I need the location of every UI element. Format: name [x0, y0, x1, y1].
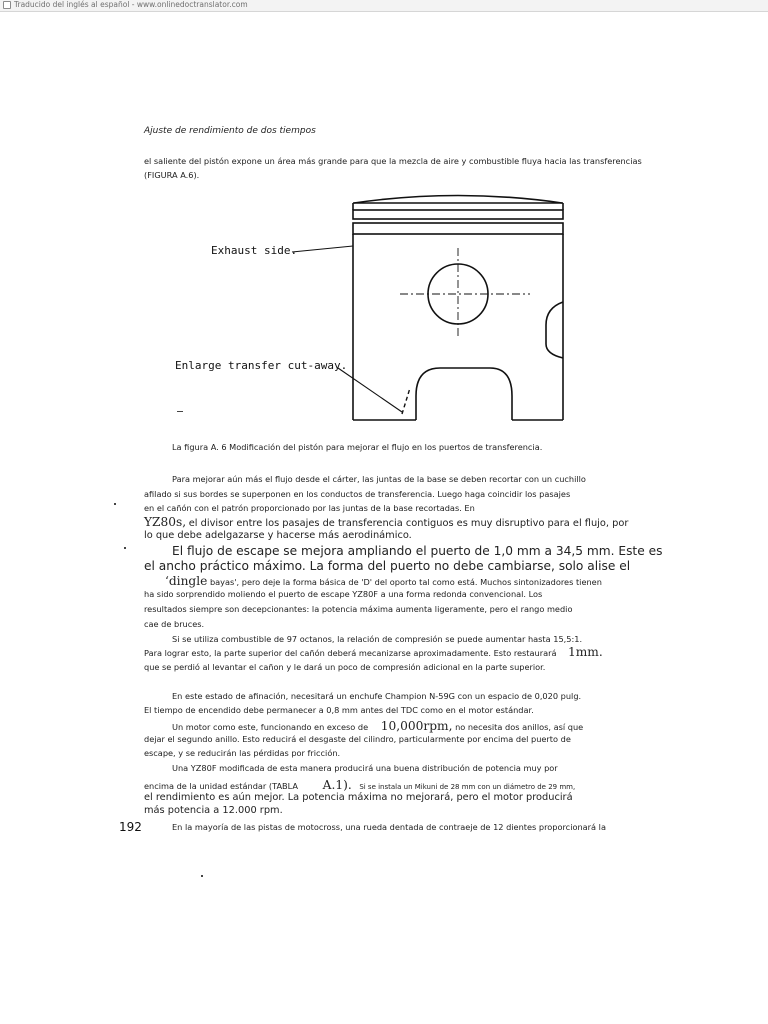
piston-crown [354, 196, 562, 204]
translation-banner [0, 0, 768, 12]
para6-table-ref: A.1). [322, 778, 352, 792]
translate-icon [3, 1, 11, 9]
para1-line-1: Para mejorar aún más el flujo desde el cárter, las juntas de la base se deben recortar con un cuchillo [172, 474, 586, 484]
para2-line-4: ha sido sorprendido moliendo el puerto de escape YZ80F a una forma redonda convencional. Los [144, 589, 543, 599]
para6-line-4: más potencia a 12.000 rpm. [144, 805, 283, 816]
para2-line-3 [165, 574, 602, 588]
banner-link[interactable]: Traducido del inglés al español - www.onlinedoctranslator.com [14, 0, 248, 9]
para6-line-2-end: Si se instala un Mikuni de 28 mm con un diámetro de 29 mm, [359, 783, 576, 791]
ring-groove-2 [353, 223, 563, 234]
para2-dingle-text: ‘dingle [165, 574, 208, 588]
para2-line-1: El flujo de escape se mejora ampliando el puerto de 1,0 mm a 34,5 mm. Este es [172, 544, 663, 558]
scan-speck [114, 503, 116, 505]
para5-line-1-end: no necesita dos anillos, así que [455, 722, 584, 732]
para1-line-4 [144, 515, 628, 530]
side-cutaway [546, 302, 563, 358]
para5-line-3: escape, y se reducirán las pérdidas por fricción. [144, 748, 341, 758]
para5-line-1-start: Un motor como este, funcionando en exceso de [172, 722, 369, 732]
skirt-cutaway [416, 368, 512, 396]
scan-speck [177, 411, 183, 412]
para5-line-2: dejar el segundo anillo. Esto reducirá el desgaste del cilindro, particularmente por encima del puerto de [144, 734, 571, 744]
para1-line-5: lo que debe adelgazarse y hacerse más aerodinámico. [144, 530, 412, 541]
running-header: Ajuste de rendimiento de dos tiempos [144, 126, 316, 136]
para5-rpm-text: 10,000rpm, [380, 719, 453, 733]
para6-line-2-start: encima de la unidad estándar (TABLA [144, 781, 299, 791]
intro-line-2: (FIGURA A.6). [144, 170, 200, 180]
para3-line-3: que se perdió al levantar el cañon y le dará un poco de compresión adicional en la parte superior. [144, 662, 546, 672]
piston-drawing [140, 190, 600, 435]
para1-model-text: YZ80s, [144, 515, 187, 529]
para5-line-1 [172, 719, 583, 733]
para6-line-3: el rendimiento es aún mejor. La potencia máxima no mejorará, pero el motor producirá [144, 792, 573, 803]
enlarged-transfer-dashes [402, 388, 410, 414]
figure-caption: La figura A. 6 Modificación del pistón para mejorar el flujo en los puertos de transferencia. [172, 442, 543, 452]
para4-line-1: En este estado de afinación, necesitará un enchufe Champion N-59G con un espacio de 0,020 pulg. [172, 691, 582, 701]
para3-measure-text: 1mm. [568, 645, 603, 659]
para4-line-2: El tiempo de encendido debe permanecer a 0,8 mm antes del TDC como en el motor estándar. [144, 705, 534, 715]
para1-line-3: en el cañón con el patrón proporcionado por las juntas de la base recortadas. En [144, 503, 475, 513]
scan-speck [201, 875, 203, 877]
para7-line-1: En la mayoría de las pistas de motocross, una rueda dentada de contraeje de 12 dientes proporcionará la [172, 822, 606, 832]
para6-line-2 [144, 778, 575, 792]
exhaust-side-label: Exhaust side. [211, 244, 298, 257]
page-number: 192 [119, 820, 142, 834]
transfer-cutaway-label: Enlarge transfer cut-away. [175, 359, 348, 372]
piston-figure [140, 190, 600, 439]
para1-line-2: afilado si sus bordes se superponen en los conductos de transferencia. Luego haga coincidir los pasajes [144, 489, 571, 499]
ring-groove-1 [353, 210, 563, 219]
para2-line-3-rest: bayas', pero deje la forma básica de 'D' del oporto tal como está. Muchos sintonizadores tienen [209, 577, 602, 587]
para6-line-1: Una YZ80F modificada de esta manera producirá una buena distribución de potencia muy por [172, 763, 558, 773]
para3-line-2: Para lograr esto, la parte superior del cañón deberá mecanizarse aproximadamente. Esto restaurará [144, 648, 557, 658]
scan-speck [124, 547, 126, 549]
para2-line-2: el ancho práctico máximo. La forma del puerto no debe cambiarse, solo alise el [144, 559, 631, 573]
para2-line-6: cae de bruces. [144, 619, 205, 629]
para2-line-5: resultados siempre son decepcionantes: la potencia máxima aumenta ligeramente, pero el rango medio [144, 604, 573, 614]
intro-line-1: el saliente del pistón expone un área más grande para que la mezcla de aire y combustible fluya hacia las transferencias [144, 156, 642, 166]
para3-line-1: Si se utiliza combustible de 97 octanos, la relación de compresión se puede aumentar hasta 15,5:1. [172, 634, 583, 644]
para1-line-4-rest: el divisor entre los pasajes de transferencia contiguos es muy disruptivo para el flujo, por [188, 518, 629, 529]
